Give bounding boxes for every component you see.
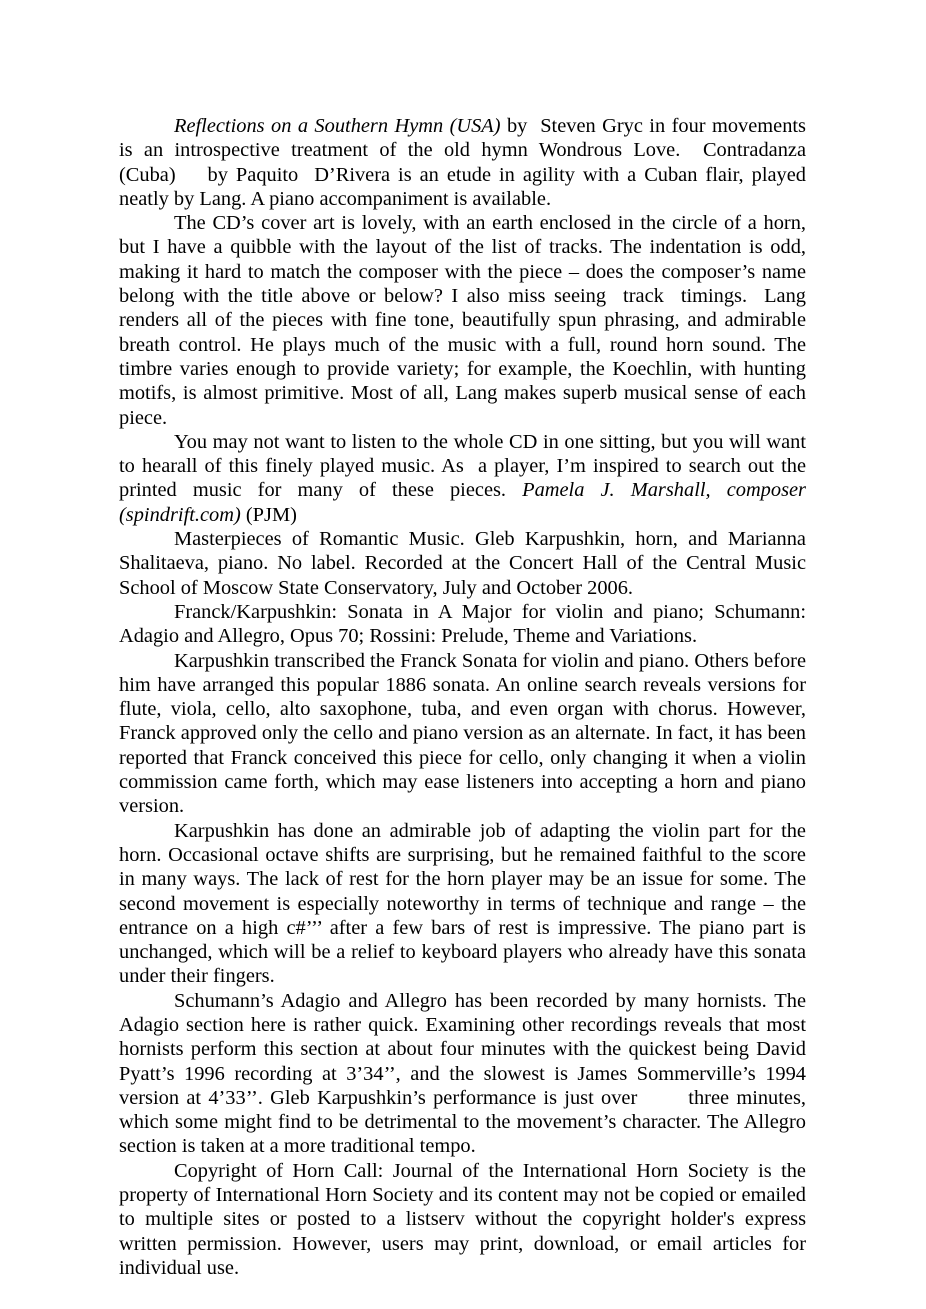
paragraph: [119, 211, 812, 430]
text-run: The CD’s cover art is lovely, with an earth enclosed in the circle of a horn, but I have a quibble with the layout of the list of tracks. The indentation is odd, making it hard to match the composer with the piece – does the composer’s name belong with the title above or below? I also miss seeing track timings. Lang renders all of the pieces with fine tone, beautifully spun phrasing, and admirable breath control. He plays much of the music with a full, round horn sound. The timbre varies enough to provide variety; for example, the Koechlin, with hunting motifs, is almost primitive. Most of all, Lang makes superb musical sense of each piece.: [119, 212, 812, 429]
paragraph: [119, 114, 827, 211]
text-run: Schumann’s Adagio and Allegro has been recorded by many hornists. The Adagio section here is rather quick. Examining other recordings reveals that most hornists perform this section at about four minutes with the quickest being David Pyatt’s 1996 recording at 3’34’’, and the slowest is James Sommerville’s 1994 version at 4’33’’. Gleb Karpushkin’s performance is just over three minutes, which some might find to be detrimental to the movement’s character. The Allegro section is taken at a more traditional tempo.: [119, 989, 812, 1158]
document-text-block: [119, 114, 827, 1280]
paragraph: [119, 600, 810, 649]
text-run-italic: Reflections on a Southern Hymn (USA): [174, 115, 501, 137]
paragraph: [119, 819, 812, 989]
paragraph: [119, 989, 812, 1159]
text-run: (PJM): [240, 503, 297, 526]
text-run: You may not want to listen to the whole CD in one sitting, but you will want to hearall of this finely played music. As a player, I’m inspired to search out the printed music for many of these pieces.: [119, 430, 812, 502]
text-run: Karpushkin transcribed the Franck Sonata for violin and piano. Others before him have arranged this popular 1886 sonata. An online search reveals versions for flute, viola, cello, alto saxophone, tuba, and even organ with chorus. However, Franck approved only the cello and piano version as an alternate. In fact, it has been reported that Franck conceived this piece for cello, only changing it when a violin commission came forth, which may ease listeners into accepting a horn and piano version.: [119, 649, 812, 818]
paragraph: [119, 527, 812, 600]
text-run-italic: Pamela J. Marshall, composer (spindrift.com): [119, 479, 812, 526]
text-run: Masterpieces of Romantic Music. Gleb Karpushkin, horn, and Marianna Shalitaeva, piano. No label. Recorded at the Concert Hall of the Central Music School of Moscow State Conservatory, July and October 2006.: [119, 528, 812, 599]
paragraph: [119, 430, 812, 527]
text-run: by Steven Gryc in four movements is an introspective treatment of the old hymn Wondrous Love. Contradanza (Cuba) by Paquito D’Rivera is an etude in agility with a Cuban flair, played neatly by Lang. A piano accompaniment is available.: [119, 115, 827, 210]
text-run: Karpushkin has done an admirable job of adapting the violin part for the horn. Occasional octave shifts are surprising, but he remained faithful to the score in many ways. The lack of rest for the horn player may be an issue for some. The second movement is especially noteworthy in terms of technique and range – the entrance on a high c#’’’ after a few bars of rest is impressive. The piano part is unchanged, which will be a relief to keyboard players who already have this sonata under their fingers.: [119, 819, 812, 988]
text-run: Franck/Karpushkin: Sonata in A Major for violin and piano; Schumann: Adagio and Allegro, Opus 70; Rossini: Prelude, Theme and Variations.: [119, 600, 810, 648]
text-run: Copyright of Horn Call: Journal of the International Horn Society is the property of International Horn Society and its content may not be copied or emailed to multiple sites or posted to a listserv without the copyright holder's express written permission. However, users may print, download, or email articles for individual use.: [119, 1159, 812, 1279]
paragraph: [119, 1159, 812, 1280]
paragraph: [119, 649, 812, 819]
